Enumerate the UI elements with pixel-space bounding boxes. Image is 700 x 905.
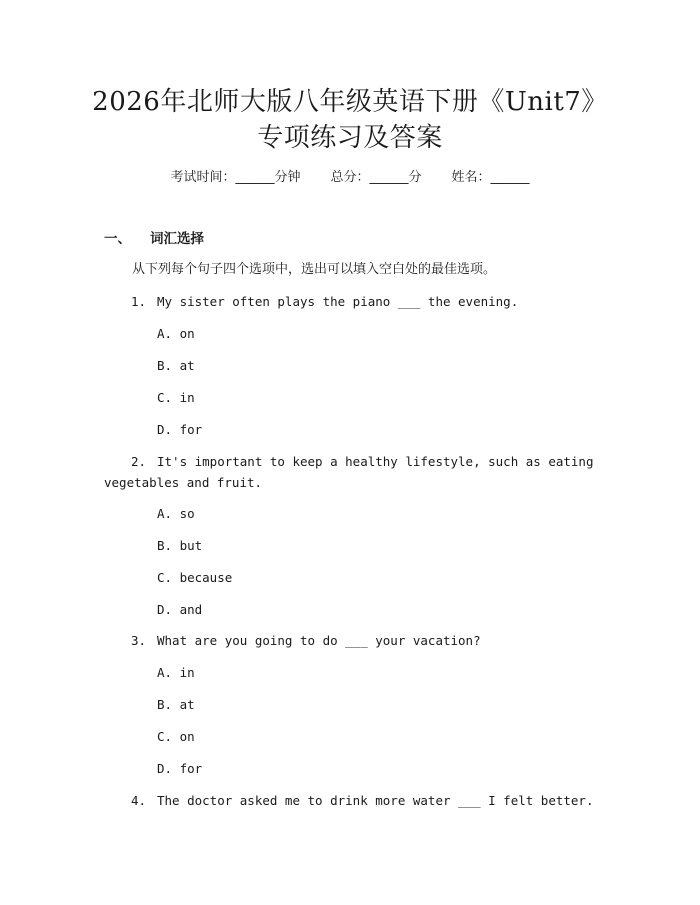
question-number: 4. [131, 793, 147, 808]
document-title-line-2: 专项练习及答案 [257, 123, 443, 153]
option-3d: D. for [157, 761, 203, 776]
question-1 [131, 291, 518, 313]
option-3b: B. at [157, 697, 195, 712]
name-label: 姓名：______ [451, 170, 530, 185]
exam-info [0, 167, 700, 189]
section-instruction: 从下列每个句子四个选项中，选出可以填入空白处的最佳选项。 [132, 262, 497, 277]
option-2d: D. and [157, 602, 203, 617]
option-1c: C. in [157, 390, 195, 405]
section-heading [104, 228, 204, 250]
option-1d: D. for [157, 422, 203, 437]
question-text: It's important to keep a healthy lifestyle, such as eating [157, 454, 594, 469]
document-title-line-1: 2026年北师大版八年级英语下册《Unit7》 [92, 87, 608, 117]
question-text: My sister often plays the piano ___ the evening. [157, 294, 519, 309]
question-number: 1. [131, 294, 147, 309]
option-2c: C. because [157, 570, 233, 585]
option-2a: A. so [157, 506, 195, 521]
option-2b: B. but [157, 538, 203, 553]
option-3c: C. on [157, 729, 195, 744]
section-number: 一、 [104, 231, 131, 247]
question-2 [131, 451, 594, 473]
option-3a: A. in [157, 665, 195, 680]
question-text: What are you going to do ___ your vacation? [157, 633, 481, 648]
question-number: 2. [131, 454, 147, 469]
question-text: The doctor asked me to drink more water ___ I felt better. [157, 793, 594, 808]
question-3 [131, 630, 481, 652]
question-number: 3. [131, 633, 147, 648]
exam-time-label: 考试时间：______分钟 [170, 170, 301, 185]
total-score-label: 总分：______分 [330, 170, 422, 185]
question-2-continuation: vegetables and fruit. [104, 475, 263, 490]
option-1a: A. on [157, 326, 195, 341]
section-title: 词汇选择 [150, 231, 204, 247]
option-1b: B. at [157, 358, 195, 373]
question-4 [131, 790, 594, 812]
